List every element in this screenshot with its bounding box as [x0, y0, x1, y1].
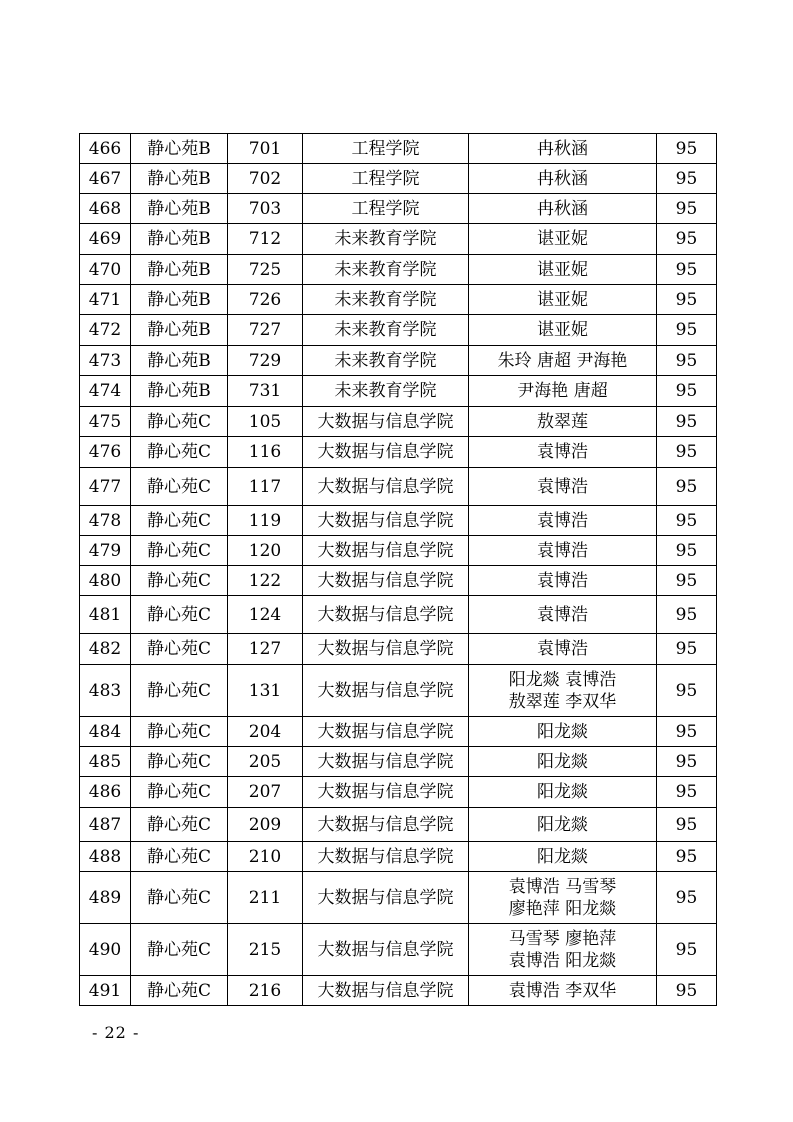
score-cell: 95 — [657, 194, 717, 224]
building-cell: 静心苑C — [131, 717, 228, 747]
person-line: 袁博浩 马雪琴 — [508, 876, 617, 897]
row-number: 484 — [80, 717, 131, 747]
room-cell: 726 — [228, 285, 303, 315]
college-cell: 未来教育学院 — [303, 285, 469, 315]
room-cell: 725 — [228, 255, 303, 285]
row-number: 481 — [80, 596, 131, 634]
score-cell: 95 — [657, 842, 717, 872]
person-line: 阳龙燚 — [537, 846, 588, 867]
college-cell: 大数据与信息学院 — [303, 777, 469, 808]
people-cell — [469, 224, 657, 255]
building-cell: 静心苑C — [131, 506, 228, 536]
table-row — [80, 407, 717, 437]
score-cell: 95 — [657, 346, 717, 376]
building-cell: 静心苑C — [131, 596, 228, 634]
building-cell: 静心苑B — [131, 315, 228, 346]
people-cell — [469, 468, 657, 506]
building-cell: 静心苑B — [131, 134, 228, 164]
person-line: 袁博浩 — [537, 540, 588, 561]
row-number: 471 — [80, 285, 131, 315]
people-cell — [469, 976, 657, 1006]
score-cell: 95 — [657, 976, 717, 1006]
person-line: 阳龙燚 — [537, 782, 588, 802]
room-cell: 727 — [228, 315, 303, 346]
college-cell: 未来教育学院 — [303, 224, 469, 255]
score-cell: 95 — [657, 665, 717, 717]
person-line: 袁博浩 李双华 — [508, 980, 617, 1001]
building-cell: 静心苑B — [131, 194, 228, 224]
college-cell: 未来教育学院 — [303, 346, 469, 376]
table-row — [80, 872, 717, 924]
people-cell — [469, 777, 657, 808]
room-cell: 116 — [228, 437, 303, 468]
building-cell: 静心苑B — [131, 164, 228, 194]
building-cell: 静心苑B — [131, 255, 228, 285]
score-cell: 95 — [657, 634, 717, 665]
person-line: 袁博浩 阳龙燚 — [508, 950, 617, 971]
row-number: 479 — [80, 536, 131, 566]
row-number: 482 — [80, 634, 131, 665]
college-cell: 大数据与信息学院 — [303, 808, 469, 842]
person-line: 阳龙燚 — [537, 814, 588, 835]
room-cell: 127 — [228, 634, 303, 665]
data-table — [79, 133, 717, 1006]
people-cell — [469, 407, 657, 437]
building-cell: 静心苑C — [131, 842, 228, 872]
room-cell: 215 — [228, 924, 303, 976]
person-line: 谌亚妮 — [537, 229, 588, 249]
people-cell — [469, 747, 657, 777]
people-cell — [469, 596, 657, 634]
row-number: 466 — [80, 134, 131, 164]
building-cell: 静心苑C — [131, 407, 228, 437]
room-cell: 210 — [228, 842, 303, 872]
college-cell: 大数据与信息学院 — [303, 717, 469, 747]
people-cell — [469, 376, 657, 407]
people-cell — [469, 872, 657, 924]
college-cell: 工程学院 — [303, 194, 469, 224]
table-row — [80, 285, 717, 315]
score-cell: 95 — [657, 407, 717, 437]
table-row — [80, 777, 717, 808]
building-cell: 静心苑C — [131, 634, 228, 665]
person-line: 袁博浩 — [537, 510, 588, 531]
row-number: 491 — [80, 976, 131, 1006]
building-cell: 静心苑C — [131, 976, 228, 1006]
table-row — [80, 164, 717, 194]
row-number: 477 — [80, 468, 131, 506]
score-cell: 95 — [657, 924, 717, 976]
table-row — [80, 376, 717, 407]
building-cell: 静心苑B — [131, 285, 228, 315]
building-cell: 静心苑C — [131, 872, 228, 924]
college-cell: 大数据与信息学院 — [303, 536, 469, 566]
room-cell: 204 — [228, 717, 303, 747]
table-row — [80, 976, 717, 1006]
room-cell: 703 — [228, 194, 303, 224]
room-cell: 119 — [228, 506, 303, 536]
table-row — [80, 842, 717, 872]
score-cell: 95 — [657, 717, 717, 747]
table-row — [80, 437, 717, 468]
building-cell: 静心苑C — [131, 924, 228, 976]
table-row — [80, 224, 717, 255]
person-line: 阳龙燚 — [537, 751, 588, 772]
college-cell: 大数据与信息学院 — [303, 566, 469, 596]
row-number: 475 — [80, 407, 131, 437]
room-cell: 205 — [228, 747, 303, 777]
building-cell: 静心苑B — [131, 346, 228, 376]
person-line: 袁博浩 — [537, 442, 588, 462]
people-cell — [469, 634, 657, 665]
people-cell — [469, 194, 657, 224]
row-number: 476 — [80, 437, 131, 468]
people-cell — [469, 566, 657, 596]
row-number: 469 — [80, 224, 131, 255]
person-line: 谌亚妮 — [537, 320, 588, 340]
people-cell — [469, 842, 657, 872]
college-cell: 大数据与信息学院 — [303, 872, 469, 924]
score-cell: 95 — [657, 285, 717, 315]
college-cell: 大数据与信息学院 — [303, 924, 469, 976]
person-line: 马雪琴 廖艳萍 — [508, 928, 617, 949]
table-row — [80, 924, 717, 976]
person-line: 尹海艳 唐超 — [517, 381, 608, 401]
room-cell: 124 — [228, 596, 303, 634]
person-line: 谌亚妮 — [537, 259, 588, 280]
row-number: 478 — [80, 506, 131, 536]
person-line: 阳龙燚 袁博浩 — [508, 669, 617, 690]
score-cell: 95 — [657, 596, 717, 634]
building-cell: 静心苑C — [131, 566, 228, 596]
college-cell: 未来教育学院 — [303, 315, 469, 346]
row-number: 467 — [80, 164, 131, 194]
person-line: 敖翠莲 李双华 — [508, 691, 617, 712]
person-line: 袁博浩 — [537, 639, 588, 659]
table-body — [80, 134, 717, 1006]
person-line: 袁博浩 — [537, 476, 588, 497]
college-cell: 工程学院 — [303, 164, 469, 194]
college-cell: 大数据与信息学院 — [303, 665, 469, 717]
college-cell: 未来教育学院 — [303, 255, 469, 285]
room-cell: 207 — [228, 777, 303, 808]
score-cell: 95 — [657, 536, 717, 566]
table-row — [80, 346, 717, 376]
score-cell: 95 — [657, 747, 717, 777]
college-cell: 大数据与信息学院 — [303, 747, 469, 777]
college-cell: 工程学院 — [303, 134, 469, 164]
room-cell: 105 — [228, 407, 303, 437]
room-cell: 701 — [228, 134, 303, 164]
room-cell: 731 — [228, 376, 303, 407]
score-cell: 95 — [657, 315, 717, 346]
score-cell: 95 — [657, 808, 717, 842]
score-cell: 95 — [657, 506, 717, 536]
building-cell: 静心苑C — [131, 808, 228, 842]
room-cell: 712 — [228, 224, 303, 255]
college-cell: 大数据与信息学院 — [303, 407, 469, 437]
college-cell: 大数据与信息学院 — [303, 634, 469, 665]
row-number: 474 — [80, 376, 131, 407]
person-line: 袁博浩 — [537, 604, 588, 625]
room-cell: 131 — [228, 665, 303, 717]
table-row — [80, 665, 717, 717]
college-cell: 未来教育学院 — [303, 376, 469, 407]
building-cell: 静心苑C — [131, 747, 228, 777]
college-cell: 大数据与信息学院 — [303, 842, 469, 872]
building-cell: 静心苑C — [131, 665, 228, 717]
room-cell: 209 — [228, 808, 303, 842]
building-cell: 静心苑B — [131, 376, 228, 407]
room-cell: 216 — [228, 976, 303, 1006]
building-cell: 静心苑C — [131, 777, 228, 808]
person-line: 敖翠莲 — [537, 411, 588, 432]
person-line: 朱玲 唐超 尹海艳 — [497, 350, 628, 371]
person-line: 冉秋涵 — [537, 138, 588, 159]
table-row — [80, 634, 717, 665]
people-cell — [469, 315, 657, 346]
college-cell: 大数据与信息学院 — [303, 976, 469, 1006]
table-row — [80, 596, 717, 634]
person-line: 冉秋涵 — [537, 198, 588, 219]
people-cell — [469, 437, 657, 468]
table-container — [79, 133, 716, 1006]
page-number: - 22 - — [92, 1023, 140, 1042]
row-number: 473 — [80, 346, 131, 376]
row-number: 480 — [80, 566, 131, 596]
people-cell — [469, 164, 657, 194]
table-row — [80, 566, 717, 596]
row-number: 485 — [80, 747, 131, 777]
people-cell — [469, 924, 657, 976]
room-cell: 211 — [228, 872, 303, 924]
people-cell — [469, 717, 657, 747]
score-cell: 95 — [657, 255, 717, 285]
score-cell: 95 — [657, 566, 717, 596]
room-cell: 120 — [228, 536, 303, 566]
people-cell — [469, 285, 657, 315]
table-row — [80, 134, 717, 164]
table-row — [80, 506, 717, 536]
score-cell: 95 — [657, 872, 717, 924]
table-row — [80, 717, 717, 747]
table-row — [80, 255, 717, 285]
college-cell: 大数据与信息学院 — [303, 506, 469, 536]
building-cell: 静心苑C — [131, 437, 228, 468]
row-number: 486 — [80, 777, 131, 808]
row-number: 490 — [80, 924, 131, 976]
college-cell: 大数据与信息学院 — [303, 468, 469, 506]
building-cell: 静心苑C — [131, 468, 228, 506]
person-line: 冉秋涵 — [537, 168, 588, 189]
table-row — [80, 747, 717, 777]
score-cell: 95 — [657, 777, 717, 808]
row-number: 468 — [80, 194, 131, 224]
building-cell: 静心苑C — [131, 536, 228, 566]
row-number: 489 — [80, 872, 131, 924]
person-line: 谌亚妮 — [537, 289, 588, 310]
people-cell — [469, 134, 657, 164]
row-number: 472 — [80, 315, 131, 346]
people-cell — [469, 255, 657, 285]
college-cell: 大数据与信息学院 — [303, 596, 469, 634]
score-cell: 95 — [657, 468, 717, 506]
table-row — [80, 536, 717, 566]
table-row — [80, 468, 717, 506]
table-row — [80, 194, 717, 224]
table-row — [80, 808, 717, 842]
building-cell: 静心苑B — [131, 224, 228, 255]
people-cell — [469, 808, 657, 842]
score-cell: 95 — [657, 134, 717, 164]
score-cell: 95 — [657, 224, 717, 255]
score-cell: 95 — [657, 376, 717, 407]
person-line: 廖艳萍 阳龙燚 — [508, 898, 617, 919]
table-row — [80, 315, 717, 346]
people-cell — [469, 506, 657, 536]
room-cell: 702 — [228, 164, 303, 194]
room-cell: 729 — [228, 346, 303, 376]
person-line: 阳龙燚 — [537, 721, 588, 742]
score-cell: 95 — [657, 437, 717, 468]
people-cell — [469, 536, 657, 566]
score-cell: 95 — [657, 164, 717, 194]
room-cell: 117 — [228, 468, 303, 506]
people-cell — [469, 665, 657, 717]
room-cell: 122 — [228, 566, 303, 596]
people-cell — [469, 346, 657, 376]
college-cell: 大数据与信息学院 — [303, 437, 469, 468]
person-line: 袁博浩 — [537, 570, 588, 591]
row-number: 483 — [80, 665, 131, 717]
row-number: 470 — [80, 255, 131, 285]
row-number: 488 — [80, 842, 131, 872]
row-number: 487 — [80, 808, 131, 842]
